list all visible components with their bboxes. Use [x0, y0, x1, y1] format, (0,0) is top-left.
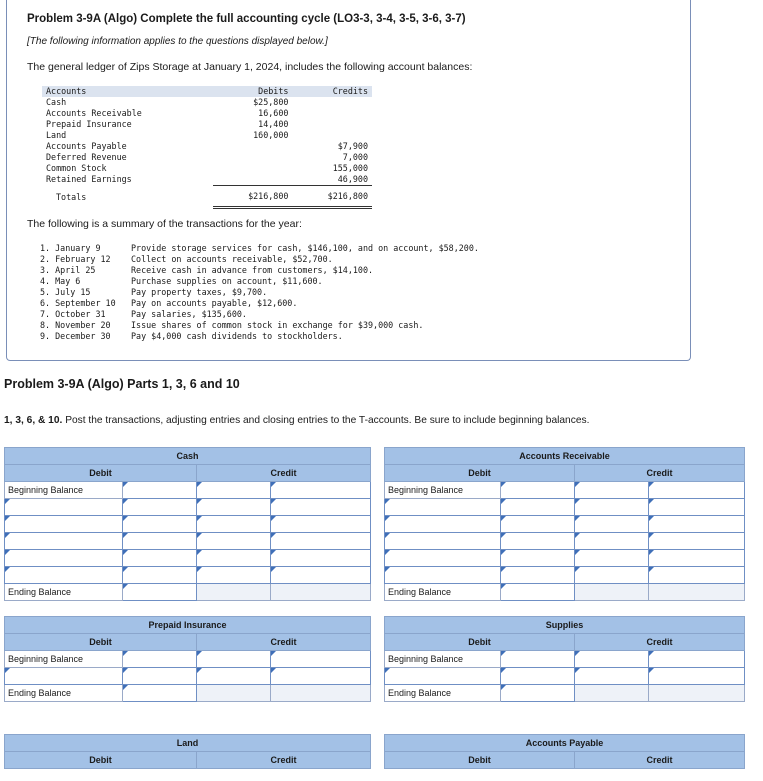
credit-value: 46,900 [337, 174, 368, 184]
transaction-text: Issue shares of common stock in exchange for $39,000 cash. [131, 320, 424, 330]
transaction-date: 2. February 12 [40, 254, 111, 264]
debit-amount-input[interactable] [123, 533, 197, 550]
transactions-list [40, 243, 479, 342]
debit-value: $25,800 [253, 97, 289, 107]
account-name: Land [46, 130, 67, 140]
list-item [40, 276, 479, 287]
transaction-text: Pay $4,000 cash dividends to stockholders. [131, 331, 343, 341]
list-item [40, 320, 479, 331]
table-row [42, 97, 372, 108]
credit-description-input[interactable] [197, 567, 271, 584]
transaction-text: Collect on accounts receivable, $52,700. [131, 254, 333, 264]
totals-row [42, 186, 372, 208]
credit-description-input[interactable] [575, 499, 649, 516]
debit-value [213, 163, 293, 174]
credit-header: Credit [197, 634, 371, 651]
credit-value: 155,000 [332, 163, 368, 173]
totals-credit: $216,800 [292, 186, 372, 208]
table-row [42, 152, 372, 163]
credit-description-input[interactable] [197, 533, 271, 550]
transaction-date: 5. July 15 [40, 287, 91, 297]
transaction-date: 8. November 20 [40, 320, 111, 330]
transaction-text: Pay property taxes, $9,700. [131, 287, 268, 297]
account-name: Deferred Revenue [46, 152, 127, 162]
debit-amount-input[interactable] [501, 516, 575, 533]
table-row [42, 119, 372, 130]
table-row [42, 108, 372, 119]
credit-description-input[interactable] [575, 668, 649, 685]
debit-amount-input[interactable] [501, 499, 575, 516]
t-account-supplies [384, 616, 745, 702]
debit-amount-input[interactable] [501, 668, 575, 685]
debit-value: 16,600 [258, 108, 289, 118]
credit-amount-input[interactable] [649, 516, 745, 533]
debit-amount-input[interactable] [123, 516, 197, 533]
transaction-date: 1. January 9 [40, 243, 101, 253]
debit-description-input[interactable] [5, 516, 123, 533]
parts-instruction [4, 415, 589, 426]
credit-description-input[interactable] [575, 482, 649, 499]
t-account-land [4, 734, 371, 769]
debit-description-input[interactable] [385, 567, 501, 584]
credit-header: Credit [197, 465, 371, 482]
debit-description-input[interactable] [385, 533, 501, 550]
debit-value [213, 174, 293, 186]
ending-balance-label: Ending Balance [385, 685, 501, 702]
transaction-text: Receive cash in advance from customers, $14,100. [131, 265, 374, 275]
transaction-date: 6. September 10 [40, 298, 116, 308]
beginning-balance-label: Beginning Balance [385, 482, 501, 499]
totals-label: Totals [56, 191, 87, 202]
credit-description-input[interactable] [575, 550, 649, 567]
credit-description-input[interactable] [197, 482, 271, 499]
credit-description-input[interactable] [197, 651, 271, 668]
account-name: Prepaid Insurance [46, 119, 132, 129]
t-account-title: Land [5, 735, 371, 752]
credit-amount-input[interactable] [271, 482, 371, 499]
account-name: Common Stock [46, 163, 107, 173]
col-accounts: Accounts [42, 86, 213, 97]
transaction-date: 3. April 25 [40, 265, 96, 275]
debit-amount-input[interactable] [501, 550, 575, 567]
beginning-balance-label: Beginning Balance [5, 482, 123, 499]
table-row [42, 130, 372, 141]
credit-value [292, 97, 372, 108]
credit-header: Credit [575, 752, 745, 769]
credit-description-input[interactable] [575, 516, 649, 533]
t-account-title: Supplies [385, 617, 745, 634]
credit-amount-input[interactable] [649, 550, 745, 567]
col-credits: Credits [292, 86, 372, 97]
debit-value [213, 141, 293, 152]
debit-amount-input[interactable] [501, 567, 575, 584]
instruction-number: 1, 3, 6, & 10. [4, 415, 63, 426]
trial-balance-table [42, 86, 372, 209]
debit-amount-input[interactable] [501, 482, 575, 499]
transaction-date: 4. May 6 [40, 276, 81, 286]
credit-value [292, 119, 372, 130]
debit-value: 160,000 [253, 130, 289, 140]
credit-description-input[interactable] [575, 567, 649, 584]
debit-description-input[interactable] [385, 550, 501, 567]
t-account-title: Cash [5, 448, 371, 465]
t-account-accounts-receivable [384, 447, 745, 601]
t-account-accounts-payable [384, 734, 745, 769]
credit-description-input[interactable] [575, 533, 649, 550]
debit-description-input[interactable] [5, 550, 123, 567]
problem-intro: The general ledger of Zips Storage at January 1, 2024, includes the following account balances: [27, 61, 473, 73]
credit-amount-input[interactable] [649, 651, 745, 668]
t-account-title: Accounts Receivable [385, 448, 745, 465]
debit-header: Debit [385, 465, 575, 482]
t-account-prepaid-insurance [4, 616, 371, 702]
credit-amount-input[interactable] [271, 668, 371, 685]
credit-header: Credit [197, 752, 371, 769]
transaction-text: Pay on accounts payable, $12,600. [131, 298, 298, 308]
table-row [42, 141, 372, 152]
list-item [40, 309, 479, 320]
ending-balance-label: Ending Balance [385, 584, 501, 601]
list-item [40, 254, 479, 265]
ending-balance-input[interactable] [123, 685, 197, 702]
t-account-title: Prepaid Insurance [5, 617, 371, 634]
credit-description-input[interactable] [197, 668, 271, 685]
credit-value [292, 130, 372, 141]
col-debits: Debits [213, 86, 293, 97]
debit-amount-input[interactable] [501, 533, 575, 550]
list-item [40, 298, 479, 309]
debit-amount-input[interactable] [123, 567, 197, 584]
table-row [42, 163, 372, 174]
summary-intro: The following is a summary of the transactions for the year: [27, 218, 302, 230]
credit-description-input[interactable] [197, 550, 271, 567]
debit-header: Debit [5, 752, 197, 769]
credit-header: Credit [575, 634, 745, 651]
credit-amount-input[interactable] [649, 668, 745, 685]
list-item [40, 331, 479, 342]
account-name: Retained Earnings [46, 174, 132, 185]
debit-description-input[interactable] [385, 516, 501, 533]
debit-header: Debit [385, 634, 575, 651]
list-item [40, 243, 479, 254]
debit-amount-input[interactable] [123, 482, 197, 499]
debit-description-input[interactable] [5, 499, 123, 516]
list-item [40, 265, 479, 276]
problem-note: [The following information applies to the questions displayed below.] [27, 36, 328, 47]
t-account-cash [4, 447, 371, 601]
transaction-date: 7. October 31 [40, 309, 106, 319]
credit-amount-input[interactable] [649, 533, 745, 550]
transaction-text: Provide storage services for cash, $146,100, and on account, $58,200. [131, 243, 479, 253]
debit-amount-input[interactable] [123, 651, 197, 668]
beginning-balance-label: Beginning Balance [385, 651, 501, 668]
credit-amount-input[interactable] [271, 550, 371, 567]
credit-amount-input[interactable] [271, 567, 371, 584]
account-name: Accounts Payable [46, 141, 127, 151]
instruction-text: Post the transactions, adjusting entries and closing entries to the T-accounts. Be sure to include beginning balances. [65, 415, 590, 426]
debit-amount-input[interactable] [501, 651, 575, 668]
credit-value: 7,000 [342, 152, 368, 162]
account-name: Accounts Receivable [46, 108, 142, 118]
debit-amount-input[interactable] [123, 668, 197, 685]
ending-balance-label: Ending Balance [5, 685, 123, 702]
debit-value [213, 152, 293, 163]
credit-amount-input[interactable] [649, 499, 745, 516]
credit-amount-input[interactable] [649, 482, 745, 499]
credit-amount-input[interactable] [271, 533, 371, 550]
credit-amount-input[interactable] [271, 516, 371, 533]
transaction-text: Pay salaries, $135,600. [131, 309, 247, 319]
account-name: Cash [46, 97, 67, 107]
debit-description-input[interactable] [385, 499, 501, 516]
debit-description-input[interactable] [385, 668, 501, 685]
problem-title: Problem 3-9A (Algo) Complete the full accounting cycle (LO3-3, 3-4, 3-5, 3-6, 3-7) [27, 13, 466, 25]
ending-balance-input[interactable] [501, 685, 575, 702]
debit-description-input[interactable] [5, 668, 123, 685]
totals-debit: $216,800 [213, 186, 293, 208]
credit-amount-input[interactable] [271, 651, 371, 668]
transaction-text: Purchase supplies on account, $11,600. [131, 276, 323, 286]
credit-description-input[interactable] [575, 651, 649, 668]
t-account-title: Accounts Payable [385, 735, 745, 752]
ending-balance-input[interactable] [123, 584, 197, 601]
credit-description-input[interactable] [197, 499, 271, 516]
debit-amount-input[interactable] [123, 499, 197, 516]
trial-balance-header [42, 86, 372, 97]
debit-header: Debit [5, 465, 197, 482]
credit-amount-input[interactable] [649, 567, 745, 584]
debit-amount-input[interactable] [123, 550, 197, 567]
credit-value: $7,900 [337, 141, 368, 151]
debit-header: Debit [5, 634, 197, 651]
ending-balance-label: Ending Balance [5, 584, 123, 601]
debit-description-input[interactable] [5, 567, 123, 584]
table-row [42, 174, 372, 186]
debit-description-input[interactable] [5, 533, 123, 550]
ending-balance-input[interactable] [501, 584, 575, 601]
credit-value [292, 108, 372, 119]
list-item [40, 287, 479, 298]
credit-header: Credit [575, 465, 745, 482]
debit-header: Debit [385, 752, 575, 769]
beginning-balance-label: Beginning Balance [5, 651, 123, 668]
debit-value: 14,400 [258, 119, 289, 129]
parts-title: Problem 3-9A (Algo) Parts 1, 3, 6 and 10 [4, 377, 240, 391]
credit-amount-input[interactable] [271, 499, 371, 516]
credit-description-input[interactable] [197, 516, 271, 533]
transaction-date: 9. December 30 [40, 331, 111, 341]
